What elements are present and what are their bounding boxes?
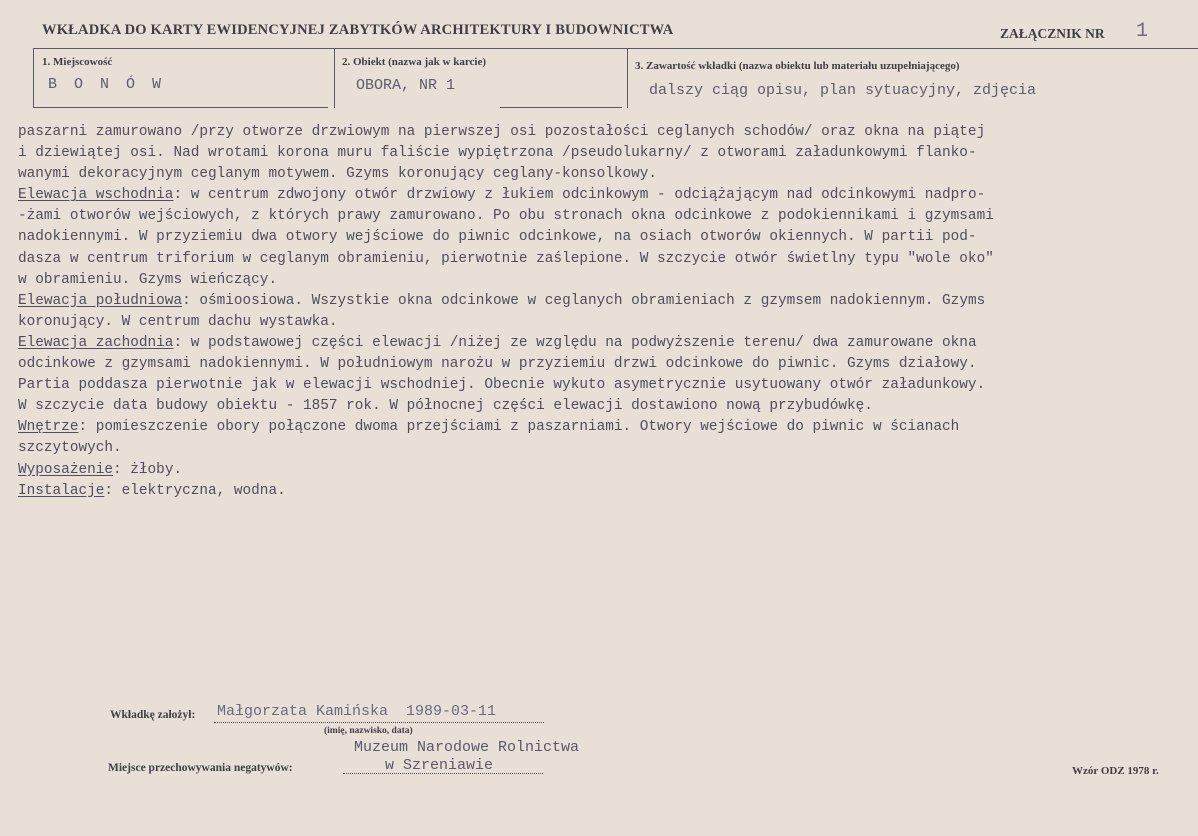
form-code: Wzór ODZ 1978 r. [1072, 765, 1159, 777]
section-heading: Elewacja południowa [18, 292, 183, 309]
description-fragment: Partia poddasza pierwotnie jak w elewacji wschodniej. Obecnie wykuto asymetrycznie usytuowany otwór załadunkowy. [18, 377, 986, 394]
description-fragment: : pomieszczenie obory połączone dwoma przejściami z paszarniami. Otwory wejściowe do piwnic w ścianach [78, 419, 960, 436]
card-title: WKŁADKA DO KARTY EWIDENCYJNEJ ZABYTKÓW ARCHITEKTURY I BUDOWNICTWA [42, 22, 674, 38]
description-line [18, 375, 1190, 396]
locality-value: B O N Ó W [48, 76, 166, 93]
attachment-number: 1 [1136, 20, 1149, 43]
description-line [18, 164, 1190, 185]
attachment-label: ZAŁĄCZNIK NR [1000, 26, 1105, 41]
description-line [18, 227, 1190, 248]
object-label: 2. Obiekt (nazwa jak w karcie) [342, 56, 487, 68]
description-fragment: : żłoby. [113, 461, 183, 478]
description-fragment: : ośmioosiowa. Wszystkie okna odcinkowe w ceglanych obramieniach z gzymsem nadokiennym. Gzyms [182, 292, 986, 309]
section-heading: Wyposażenie [18, 461, 113, 478]
field-grid-divider-1 [33, 48, 34, 108]
description-fragment: dasza w centrum triforium w ceglanym obramieniu, pierwotnie zaślepione. W szczycie otwór świetlny typu "wole oko" [18, 250, 994, 267]
created-by-label: Wkładkę założył: [110, 709, 196, 721]
description-fragment: nadokiennymi. W przyziemiu dwa otwory wejściowe do piwnic odcinkowe, na osiach otworów okiennych. W partii pod- [18, 229, 977, 246]
description-line [18, 270, 1190, 291]
description-line [18, 185, 1190, 206]
storage-label: Miejsce przechowywania negatywów: [108, 762, 293, 774]
description-fragment: -żami otworów wejściowych, z których prawy zamurowano. Po obu stronach okna odcinkowe z podokiennikami i gzymsami [18, 208, 994, 225]
content-value: dalszy ciąg opisu, plan sytuacyjny, zdjęcia [649, 82, 1037, 99]
section-heading: Wnętrze [18, 419, 79, 436]
description-fragment: szczytowych. [18, 440, 122, 457]
storage-line [343, 773, 543, 774]
description-fragment: W szczycie data budowy obiektu - 1857 rok. W północnej części elewacji dostawiono nową przybudówkę. [18, 398, 873, 415]
field-grid-divider-3 [627, 48, 628, 108]
description-line [18, 312, 1190, 333]
description-line [18, 122, 1190, 143]
description-line [18, 354, 1190, 375]
description-fragment: : w centrum zdwojony otwór drzwiowy z łukiem odcinkowym - odciążającym nad odcinkowymi nadpro- [173, 187, 986, 204]
description-fragment: : w podstawowej części elewacji /niżej ze względu na podwyższenie terenu/ dwa zamurowane okna [173, 334, 977, 351]
object-value: OBORA, NR 1 [356, 77, 456, 94]
description-line [18, 291, 1190, 312]
description-line [18, 396, 1190, 417]
description-fragment: w obramieniu. Gzyms wieńczący. [18, 271, 278, 288]
description-line [18, 249, 1190, 270]
description-fragment: odcinkowe z gzymsami nadokiennymi. W południowym narożu w przyziemiu drzwi odcinkowe do piwnic. Gzyms działowy. [18, 356, 977, 373]
description-line [18, 481, 1190, 502]
section-heading: Elewacja wschodnia [18, 187, 174, 204]
description-fragment: paszarni zamurowano /przy otworze drzwiowym na pierwszej osi pozostałości ceglanych schodów/ oraz okna na piątej [18, 124, 986, 140]
created-by-line [214, 722, 544, 723]
description-line [18, 206, 1190, 227]
section-heading: Elewacja zachodnia [18, 334, 174, 351]
storage-value-line1: Muzeum Narodowe Rolnictwa [354, 739, 580, 756]
field-grid-divider-2 [334, 48, 335, 108]
description-fragment: i dziewiątej osi. Nad wrotami korona muru faliście wypiętrzona /pseudolukarny/ z otworami załadunkowymi flanko- [18, 145, 977, 162]
field-grid-top-line [33, 48, 1198, 49]
section-heading: Instalacje [18, 482, 105, 499]
description-line [18, 438, 1190, 459]
created-by-hint: (imię, nazwisko, data) [324, 726, 413, 736]
locality-label: 1. Miejscowość [42, 56, 113, 68]
field-grid-bottom-line [33, 107, 328, 108]
description-fragment: wanymi dekoracyjnym ceglanym motywem. Gzyms koronujący ceglany-konsolkowy. [18, 166, 658, 183]
content-label: 3. Zawartość wkładki (nazwa obiektu lub materiału uzupełniającego) [635, 60, 960, 72]
description-line [18, 417, 1190, 438]
description-fragment: koronujący. W centrum dachu wystawka. [18, 313, 338, 330]
description-line [18, 460, 1190, 481]
field-grid-bottom-line-2 [500, 107, 622, 108]
description-line [18, 333, 1190, 354]
storage-value-line2: w Szreniawie [385, 757, 494, 774]
description-fragment: : elektryczna, wodna. [104, 482, 286, 499]
description-text [18, 122, 1190, 502]
created-by-value: Małgorzata Kamińska 1989-03-11 [217, 703, 497, 720]
description-line [18, 143, 1190, 164]
